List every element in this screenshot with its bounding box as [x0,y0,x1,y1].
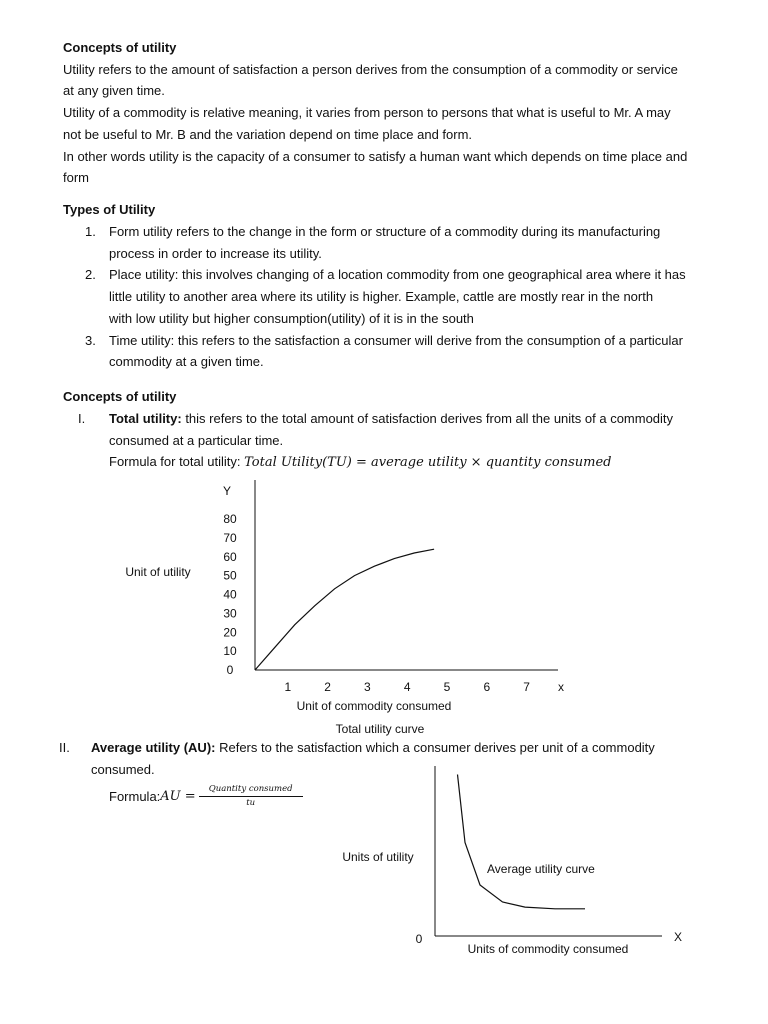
total-utility-chart [0,475,768,740]
y-tick-label: 0 [226,663,234,677]
x-axis-label: Units of commodity consumed [467,942,629,956]
x-tick-label: 2 [324,680,331,694]
list-line: commodity at a given time. [109,354,264,370]
list-line: Place utility: this involves changing of a location commodity from one geographical area where it has [109,267,686,283]
paragraph-line: not be useful to Mr. B and the variation depend on time place and form. [63,126,473,142]
list-line: Form utility refers to the change in the form or structure of a commodity during its manufacturing [109,224,661,239]
paragraph-line: at any given time. [63,83,165,99]
paragraph-line: form [63,170,89,186]
y-tick-label: 10 [223,644,237,659]
y-tick-label: 70 [223,530,237,545]
y-axis-letter: Y [222,484,232,498]
x-axis-letter: X [673,930,683,944]
x-axis-letter: x [558,680,564,694]
curve-label: Average utility curve [487,862,595,876]
y-tick-label: 80 [223,512,237,526]
paragraph-line: In other words utility is the capacity of a consumer to satisfy a human want which depends on time place and [63,148,688,164]
definition-text: Refers to the satisfaction which a consumer derives per unit of a commodity [215,740,655,755]
section-heading: Concepts of utility [63,40,177,55]
formula-lhs: AU = [160,789,196,804]
average-utility-curve [458,775,586,909]
x-tick-label: 6 [483,680,491,694]
y-tick-label: 50 [223,568,237,583]
list-line: consumed at a particular time. [109,432,284,448]
formula-label: Formula: [109,789,161,804]
y-tick-labels [223,512,237,677]
x-tick-label: 1 [284,680,292,694]
list-line [109,408,740,430]
fraction-denominator: tu [246,798,256,808]
formula-label: Formula for total utility: [109,454,245,470]
list-line: little utility to another area where its utility is higher. Example, cattle are mostly rear in the north [109,289,654,305]
list-line: Time utility: this refers to the satisfaction a consumer will derive from the consumption of a particular [109,332,683,348]
x-tick-labels [284,680,530,694]
list-item [0,221,740,264]
list-number: I. [78,411,86,426]
term-bold: Total utility: [109,411,182,426]
intro-section [63,37,743,189]
y-axis-label: Unit of utility [125,565,191,579]
term-bold: Average utility (AU): [91,740,216,755]
x-tick-label: 4 [403,680,411,694]
list-item [0,264,740,329]
definition-text: this refers to the total amount of satisfaction derives from all the units of a commodity [181,411,674,426]
list-line [91,737,740,759]
list-line: with low utility but higher consumption(utility) of it is in the south [109,310,474,326]
list-number: II. [59,740,70,755]
x-tick-label: 7 [523,680,530,694]
formula-expression: Total Utility(TU) = average utility × quantity consumed [244,455,612,471]
list-number: 2. [85,267,96,283]
y-axis-label: Units of utility [342,850,414,864]
fraction-numerator: Quantity consumed [208,784,293,794]
list-number: 3. [85,332,96,348]
types-heading: Types of Utility [63,202,156,217]
x-axis-label: Unit of commodity consumed [296,699,452,713]
list-item [0,408,740,474]
paragraph-line: Utility of a commodity is relative meaning, it varies from person to persons that what is useful to Mr. A may [63,105,671,121]
total-utility-curve [255,549,434,670]
concepts-heading: Concepts of utility [63,389,177,404]
formula-line [109,451,740,474]
list-line: process in order to increase its utility. [109,245,322,261]
y-tick-label: 30 [223,606,237,621]
y-tick-label: 20 [223,625,237,640]
chart-title: Total utility curve [335,722,425,736]
x-tick-label: 3 [364,680,371,694]
origin-label: 0 [415,932,423,946]
list-item [0,330,740,373]
list-line: consumed. [91,761,155,777]
paragraph-line: Utility refers to the amount of satisfaction a person derives from the consumption of a commodity or service [63,61,678,77]
x-tick-label: 5 [443,680,451,694]
total-utility-item [0,408,740,474]
y-tick-label: 40 [223,587,237,602]
types-list [0,221,740,373]
list-number: 1. [85,224,96,239]
average-utility-chart [0,760,768,960]
y-tick-label: 60 [223,549,237,564]
